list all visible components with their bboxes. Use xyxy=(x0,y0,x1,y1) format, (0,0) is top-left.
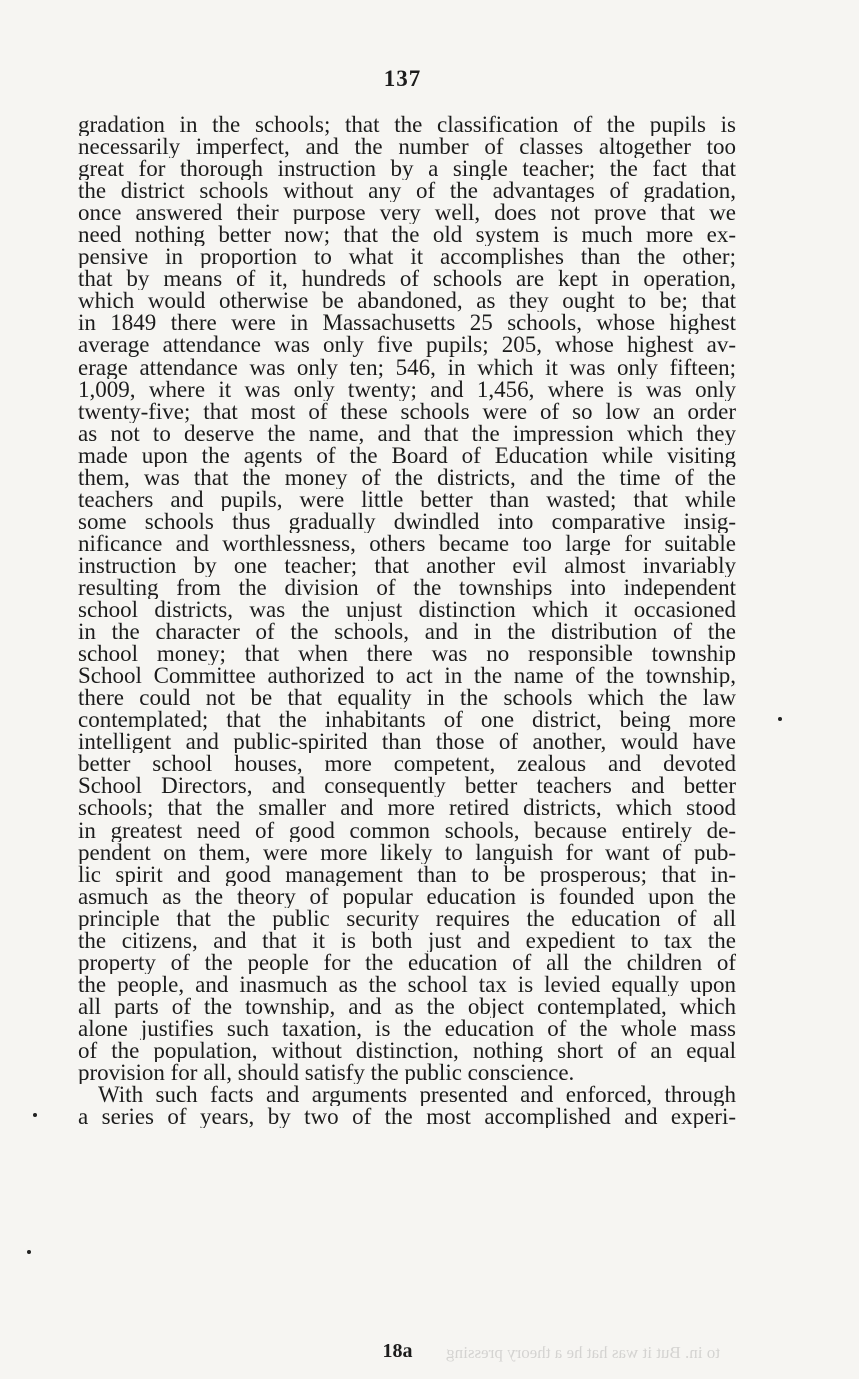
text-line: 1,009, where it was only twenty; and 1,456, where is was only xyxy=(78,378,736,401)
text-line: School Directors, and consequently better teachers and better xyxy=(78,775,736,798)
text-line: a series of years, by two of the most accomplished and experi- xyxy=(78,1106,736,1129)
text-line: once answered their purpose very well, does not prove that we xyxy=(78,202,736,225)
text-line: them, was that the money of the districts, and the time of the xyxy=(78,466,736,489)
text-line: in the character of the schools, and in the distribution of the xyxy=(78,621,736,644)
ink-speck xyxy=(778,717,782,721)
text-line: nificance and worthlessness, others became too large for suitable xyxy=(78,532,736,555)
text-line: provision for all, should satisfy the public conscience. xyxy=(78,1062,575,1085)
text-line: With such facts and arguments presented and enforced, through xyxy=(98,1084,736,1107)
ink-speck xyxy=(33,1113,37,1117)
text-line: twenty-five; that most of these schools were of so low an order xyxy=(78,400,736,423)
text-line: the district schools without any of the advantages of gradation, xyxy=(78,180,736,203)
text-line: pensive in proportion to what it accomplishes than the other; xyxy=(78,246,736,269)
text-line: there could not be that equality in the schools which the law xyxy=(78,687,736,710)
body-text xyxy=(78,114,736,1128)
text-line: erage attendance was only ten; 546, in which it was only fifteen; xyxy=(78,356,736,379)
signature-mark: 18a xyxy=(382,1340,413,1362)
text-line: the citizens, and that it is both just and expedient to tax the xyxy=(78,929,736,952)
text-line: in greatest need of good common schools, because entirely de- xyxy=(78,819,736,842)
text-line: need nothing better now; that the old system is much more ex- xyxy=(78,224,736,247)
text-line: all parts of the township, and as the object contemplated, which xyxy=(78,995,736,1018)
text-line: better school houses, more competent, zealous and devoted xyxy=(78,753,736,776)
ink-speck xyxy=(27,1250,31,1254)
text-line: that by means of it, hundreds of schools are kept in operation, xyxy=(78,268,736,291)
page-number: 137 xyxy=(383,66,422,91)
text-line: contemplated; that the inhabitants of one district, being more xyxy=(78,709,736,732)
text-line: principle that the public security requires the education of all xyxy=(78,907,736,930)
text-line: pendent on them, were more likely to languish for want of pub- xyxy=(78,841,736,864)
text-line: some schools thus gradually dwindled into comparative insig- xyxy=(78,510,736,533)
text-line: school districts, was the unjust distinction which it occasioned xyxy=(78,599,736,622)
text-line: intelligent and public-spirited than those of another, would have xyxy=(78,731,736,754)
text-line: the people, and inasmuch as the school tax is levied equally upon xyxy=(78,973,736,996)
text-line: School Committee authorized to act in the name of the township, xyxy=(78,665,736,688)
text-line: alone justifies such taxation, is the education of the whole mass xyxy=(78,1017,736,1040)
text-line: average attendance was only five pupils; 205, whose highest av- xyxy=(78,334,736,357)
text-line: in 1849 there were in Massachusetts 25 schools, whose highest xyxy=(78,312,736,335)
text-line: resulting from the division of the townships into independent xyxy=(78,576,736,600)
bleed-through-text: to in. But it was hat he a theory pressing xyxy=(446,1343,720,1362)
text-line: gradation in the schools; that the classification of the pupils is xyxy=(78,114,736,137)
text-line: school money; that when there was no responsible township xyxy=(78,643,736,666)
text-line: as not to deserve the name, and that the impression which they xyxy=(78,422,736,445)
text-line: of the population, without distinction, nothing short of an equal xyxy=(78,1039,736,1063)
text-line: teachers and pupils, were little better than wasted; that while xyxy=(78,488,736,511)
text-line: which would otherwise be abandoned, as they ought to be; that xyxy=(78,290,736,313)
text-line: schools; that the smaller and more retired districts, which stood xyxy=(78,797,736,820)
text-line: necessarily imperfect, and the number of classes altogether too xyxy=(78,136,736,159)
text-line: instruction by one teacher; that another evil almost invariably xyxy=(78,554,736,577)
text-line: property of the people for the education of all the children of xyxy=(78,951,736,974)
text-line: made upon the agents of the Board of Education while visiting xyxy=(78,444,736,467)
text-line: lic spirit and good management than to be prosperous; that in- xyxy=(78,863,736,886)
text-line: asmuch as the theory of popular education is founded upon the xyxy=(78,885,736,908)
text-line: great for thorough instruction by a single teacher; the fact that xyxy=(78,158,736,181)
